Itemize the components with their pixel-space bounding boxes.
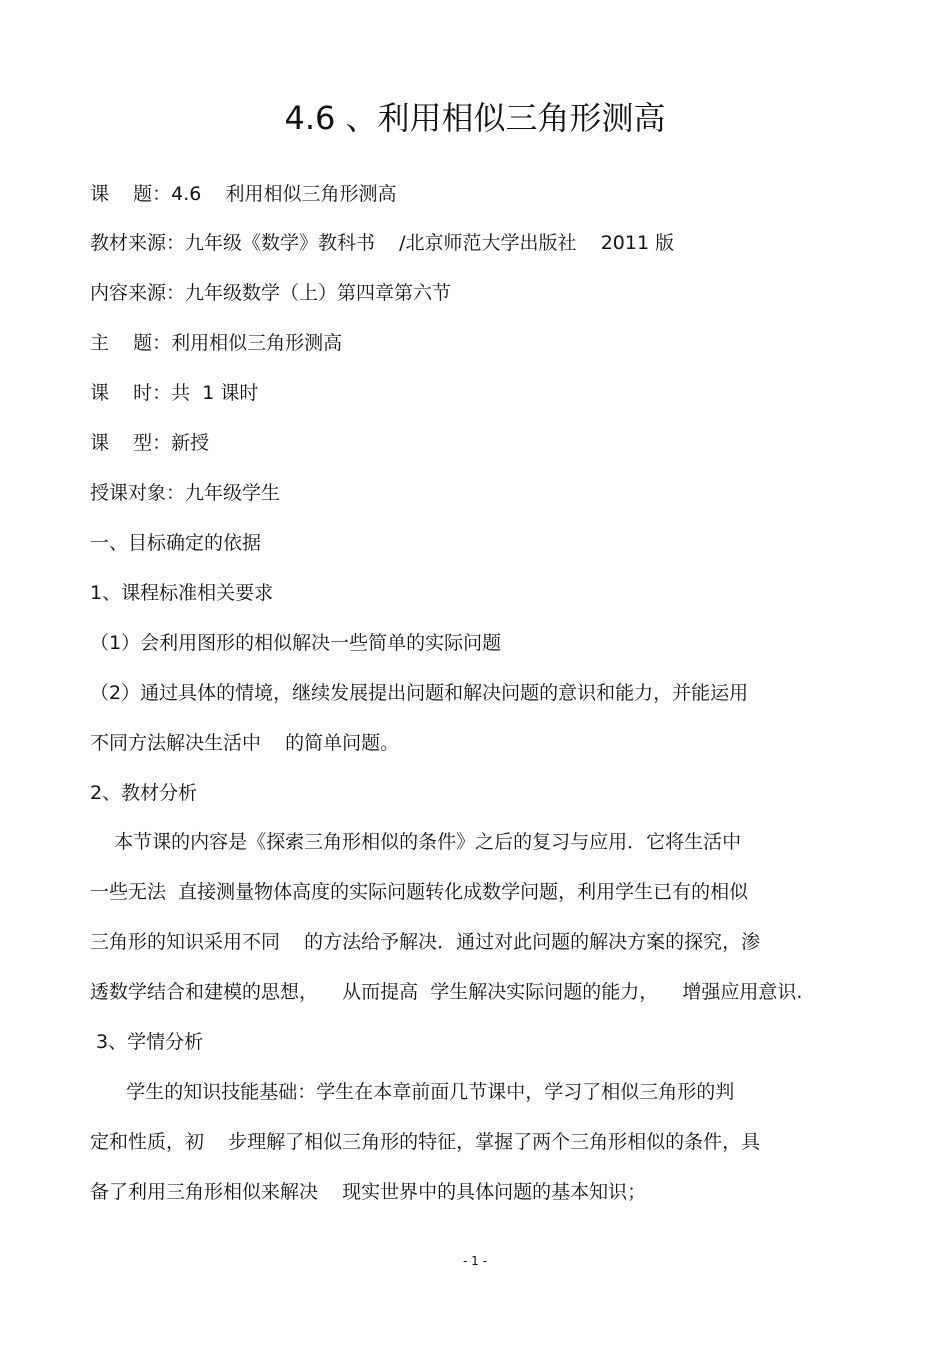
theme-line: 主 题：利用相似三角形测高 [90, 332, 343, 354]
subsection-heading: 3、学情分析 [90, 1031, 204, 1053]
paragraph-line: 三角形的知识采用不同 的方法给予解决．通过对此问题的解决方案的探究，渗 [90, 931, 761, 953]
paragraph-line: 本节课的内容是《探索三角形相似的条件》之后的复习与应用．它将生活中 [90, 831, 742, 853]
page-number: - 1 - [463, 1254, 487, 1268]
content-source-line: 内容来源：九年级数学（上）第四章第六节 [90, 282, 452, 304]
requirement-item: （1）会利用图形的相似解决一些简单的实际问题 [90, 632, 502, 654]
subsection-heading: 1、课程标准相关要求 [90, 582, 274, 604]
class-hours-line: 课 时：共 1 课时 [90, 382, 259, 404]
topic-line: 课 题：4.6 利用相似三角形测高 [90, 183, 397, 205]
section-heading: 一、目标确定的依据 [90, 532, 262, 554]
requirement-item-continuation: 不同方法解决生活中 的简单问题。 [90, 732, 400, 754]
document-title: 4.6 、利用相似三角形测高 [284, 99, 666, 137]
subsection-heading: 2、教材分析 [90, 782, 198, 804]
paragraph-line: 备了利用三角形相似来解决 现实世界中的具体问题的基本知识； [90, 1181, 647, 1203]
textbook-line: 教材来源：九年级《数学》教科书 /北京师范大学出版社 2011 版 [90, 232, 675, 254]
requirement-item: （2）通过具体的情境，继续发展提出问题和解决问题的意识和能力，并能运用 [90, 682, 749, 704]
lesson-type-line: 课 型：新授 [90, 432, 210, 454]
paragraph-line: 透数学结合和建模的思想， 从而提高 学生解决实际问题的能力， 增强应用意识. [90, 981, 803, 1003]
audience-line: 授课对象：九年级学生 [90, 482, 281, 504]
paragraph-line: 定和性质，初 步理解了相似三角形的特征，掌握了两个三角形相似的条件，具 [90, 1131, 761, 1153]
paragraph-line: 学生的知识技能基础：学生在本章前面几节课中，学习了相似三角形的判 [90, 1081, 735, 1103]
paragraph-line: 一些无法 直接测量物体高度的实际问题转化成数学问题，利用学生已有的相似 [90, 881, 749, 903]
